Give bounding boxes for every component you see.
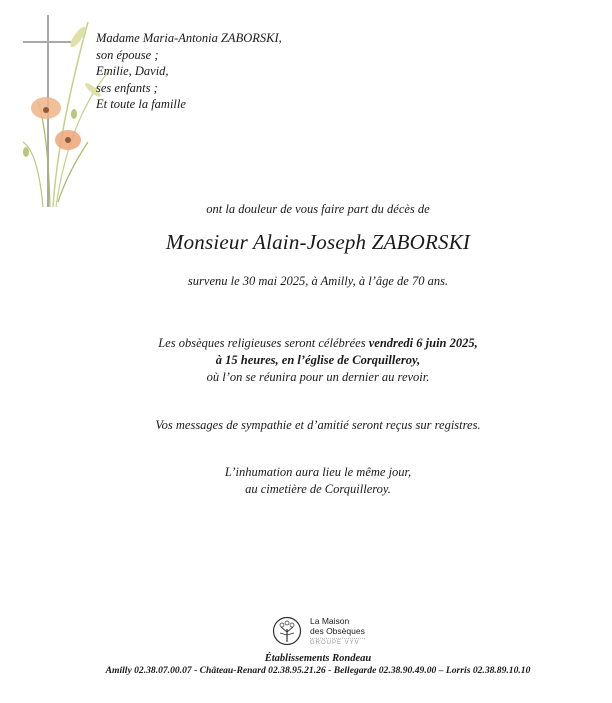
funeral-line-1 bbox=[18, 336, 612, 351]
funeral-date: vendredi 6 juin 2025, bbox=[368, 336, 478, 350]
burial-line-1: L’inhumation aura lieu le même jour, bbox=[224, 465, 412, 479]
cross-poppies-illustration bbox=[18, 12, 108, 212]
family-line: Et toute la famille bbox=[96, 97, 186, 112]
funeral-line-2 bbox=[18, 353, 612, 368]
logo-line-1: La Maison bbox=[310, 616, 350, 626]
deceased-name: Monsieur Alain-Joseph ZABORSKI bbox=[165, 230, 471, 254]
funeral-time-place: à 15 heures, en l’église de Corquilleroy, bbox=[215, 353, 421, 367]
announcement: ont la douleur de vous faire part du décès de bbox=[206, 202, 430, 216]
funeral-text: Les obsèques religieuses seront célébrées bbox=[158, 336, 369, 350]
family-line: ses enfants ; bbox=[96, 80, 158, 95]
logo-group: GROUPE VYV bbox=[310, 638, 365, 646]
funeral-line-3: où l’on se réunira pour un dernier au revoir. bbox=[206, 370, 430, 384]
family-line: son épouse ; bbox=[96, 47, 159, 62]
messages-note: Vos messages de sympathie et d’amitié seront reçus sur registres. bbox=[155, 418, 481, 432]
burial-line-2: au cimetière de Corquilleroy. bbox=[245, 482, 391, 496]
logo-line-2: des Obsèques bbox=[310, 626, 365, 636]
funeral-home-logo bbox=[272, 616, 365, 646]
establishment-name: Établissements Rondeau bbox=[264, 653, 372, 664]
tree-logo-icon bbox=[272, 616, 302, 646]
family-line: Madame Maria-Antonia ZABORSKI, bbox=[96, 31, 282, 45]
death-info: survenu le 30 mai 2025, à Amilly, à l’âge de 70 ans. bbox=[187, 274, 449, 288]
phone-numbers: Amilly 02.38.07.00.07 - Château-Renard 02.38.95.21.26 - Bellegarde 02.38.90.49.00 – Lorris 02.38.89.10.10 bbox=[105, 665, 531, 676]
family-line: Emilie, David, bbox=[96, 64, 169, 79]
family-list bbox=[96, 30, 282, 113]
